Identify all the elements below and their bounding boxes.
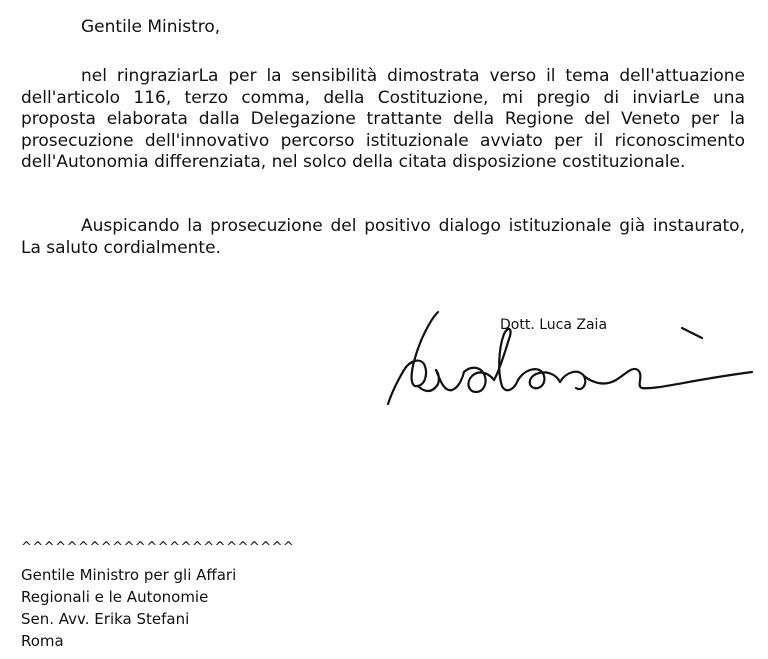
body-paragraph-1: nel ringraziarLa per la sensibilità dimostrata verso il tema dell'attuazione dell'articolo 116, terzo comma, della Costituzione, mi pregio di inviarLe una proposta elaborata dalla Delegazione trattante della Regione del Veneto per la prosecuzione dell'innovativo percorso istituzionale avviato per il riconoscimento dell'Autonomia differenziata, nel solco della citata disposizione costituzionale. <box>21 66 745 172</box>
recipient-line-2: Regionali e le Autonomie <box>21 588 209 606</box>
recipient-line-4: Roma <box>21 632 64 650</box>
signer-name: Dott. Luca Zaia <box>500 317 608 333</box>
divider-line: ^^^^^^^^^^^^^^^^^^^^^^^^ <box>21 540 295 555</box>
body-paragraph-2: Auspicando la prosecuzione del positivo dialogo istituzionale già instaurato, La saluto cordialmente. <box>21 216 745 258</box>
recipient-address <box>21 564 236 652</box>
recipient-line-1: Gentile Ministro per gli Affari <box>21 566 237 584</box>
salutation: Gentile Ministro, <box>81 17 221 37</box>
handwritten-signature <box>380 300 760 415</box>
recipient-line-3: Sen. Avv. Erika Stefani <box>21 610 190 628</box>
